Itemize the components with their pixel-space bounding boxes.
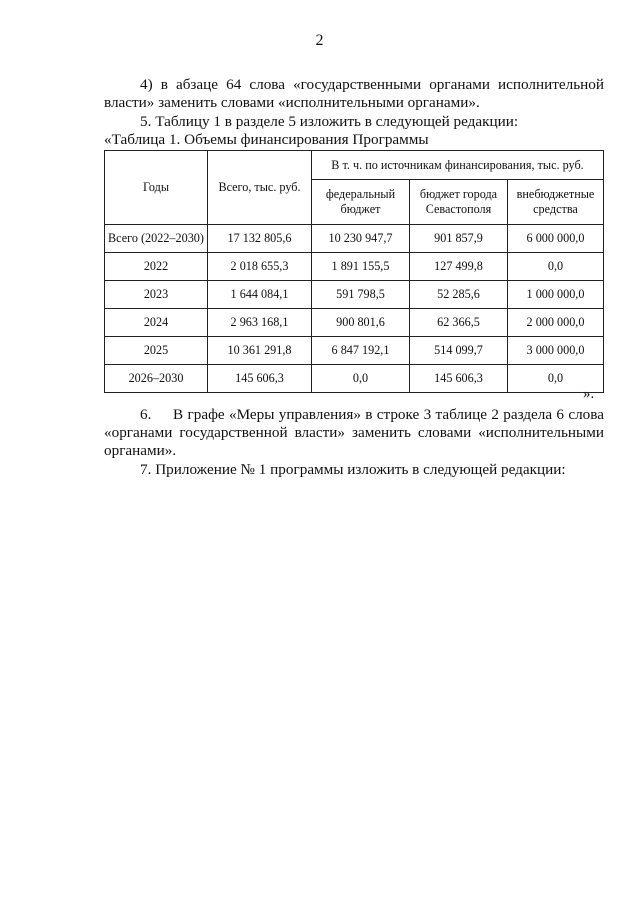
cell-year: 2023 bbox=[105, 281, 208, 309]
table-closing-quote: ». bbox=[583, 386, 595, 402]
cell-city: 145 606,3 bbox=[410, 365, 508, 393]
page-number: 2 bbox=[315, 32, 324, 49]
cell-extra: 1 000 000,0 bbox=[508, 281, 604, 309]
cell-total: 2 018 655,3 bbox=[208, 253, 312, 281]
cell-total: 145 606,3 bbox=[208, 365, 312, 393]
header-years: Годы bbox=[105, 151, 208, 225]
cell-extra: 3 000 000,0 bbox=[508, 337, 604, 365]
cell-city: 127 499,8 bbox=[410, 253, 508, 281]
cell-total: 1 644 084,1 bbox=[208, 281, 312, 309]
cell-year: Всего (2022–2030) bbox=[105, 225, 208, 253]
cell-federal: 0,0 bbox=[312, 365, 410, 393]
cell-city: 62 366,5 bbox=[410, 309, 508, 337]
cell-extra: 2 000 000,0 bbox=[508, 309, 604, 337]
header-sources-group: В т. ч. по источникам финансирования, тыс. руб. bbox=[312, 151, 604, 180]
header-total: Всего, тыс. руб. bbox=[208, 151, 312, 225]
paragraph-item-5: 5. Таблицу 1 в разделе 5 изложить в следующей редакции: bbox=[140, 113, 519, 130]
cell-total: 17 132 805,6 bbox=[208, 225, 312, 253]
cell-city: 52 285,6 bbox=[410, 281, 508, 309]
header-city: бюджет города Севастополя bbox=[410, 180, 508, 225]
table-row bbox=[105, 337, 604, 365]
cell-extra: 6 000 000,0 bbox=[508, 225, 604, 253]
cell-extra: 0,0 bbox=[508, 253, 604, 281]
header-extra: внебюджетные средства bbox=[508, 180, 604, 225]
cell-total: 2 963 168,1 bbox=[208, 309, 312, 337]
paragraph-item-7: 7. Приложение № 1 программы изложить в следующей редакции: bbox=[140, 461, 566, 478]
paragraph-item-4: 4) в абзаце 64 слова «государственными органами исполнительной власти» заменить словами «исполнительными органами». bbox=[104, 76, 604, 111]
financing-table bbox=[104, 150, 604, 393]
table-caption: «Таблица 1. Объемы финансирования Программы bbox=[104, 131, 429, 148]
cell-federal: 1 891 155,5 bbox=[312, 253, 410, 281]
cell-federal: 6 847 192,1 bbox=[312, 337, 410, 365]
cell-year: 2022 bbox=[105, 253, 208, 281]
cell-city: 514 099,7 bbox=[410, 337, 508, 365]
header-federal: федеральный бюджет bbox=[312, 180, 410, 225]
table-row bbox=[105, 365, 604, 393]
cell-year: 2026–2030 bbox=[105, 365, 208, 393]
paragraph-item-6: 6. В графе «Меры управления» в строке 3 таблице 2 раздела 6 слова «органами государственной власти» заменить словами «исполнительными органами». bbox=[104, 406, 604, 459]
table-row bbox=[105, 309, 604, 337]
cell-federal: 591 798,5 bbox=[312, 281, 410, 309]
table-row bbox=[105, 281, 604, 309]
table-row bbox=[105, 253, 604, 281]
cell-year: 2025 bbox=[105, 337, 208, 365]
cell-total: 10 361 291,8 bbox=[208, 337, 312, 365]
table-row bbox=[105, 225, 604, 253]
cell-federal: 10 230 947,7 bbox=[312, 225, 410, 253]
cell-federal: 900 801,6 bbox=[312, 309, 410, 337]
cell-year: 2024 bbox=[105, 309, 208, 337]
cell-city: 901 857,9 bbox=[410, 225, 508, 253]
cell-extra: 0,0 bbox=[508, 365, 604, 393]
